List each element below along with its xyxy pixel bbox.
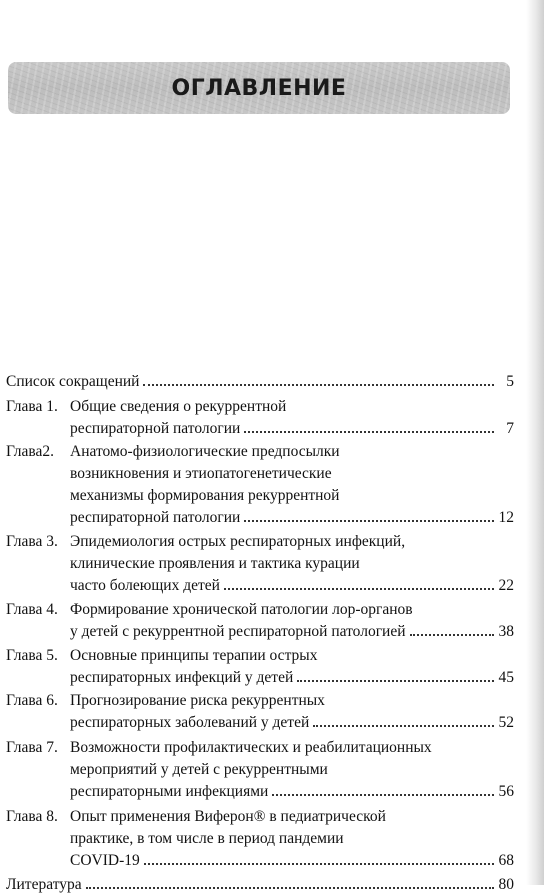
toc-entry-last-line [6,874,514,896]
toc-entry-body [70,690,514,734]
page-edge-shadow [526,0,544,885]
toc-entry[interactable] [6,441,514,529]
toc-entry-body [70,737,514,803]
toc-entry-line: мероприятий у детей с рекуррентными [70,761,328,778]
toc-page-number: 7 [506,420,514,437]
toc-page-number: 52 [498,714,514,731]
toc-entry-body [70,531,514,597]
toc-entry-line: Литература [6,876,82,893]
toc-entry-line: клинические проявления и тактика курации [70,555,360,572]
toc-entry-label: Глава 4. [6,601,58,618]
toc-entry-body [6,874,514,896]
dot-leader [297,676,494,682]
toc-entry-line: респираторных инфекций у детей [70,669,294,686]
dot-leader [244,516,494,522]
toc-entry-body [70,806,514,872]
toc-entry-line: Основные принципы терапии острых [70,647,318,664]
toc-entry-last-line [70,781,514,803]
toc-page-number: 12 [498,509,514,526]
toc-entry[interactable] [6,531,514,597]
toc-entry-line: механизмы формирования рекуррентной [70,487,340,504]
dot-leader [244,427,494,433]
toc-entry-line: Анатомо-физиологические предпосылки [70,443,340,460]
toc-entry-body [6,371,514,393]
dot-leader [313,721,494,727]
toc-entry-last-line [6,371,514,393]
dot-leader [224,584,494,590]
toc-entry-label: Глава2. [6,443,55,460]
toc-entry-label: Глава 3. [6,533,58,550]
toc-entry-body [70,599,514,643]
dot-leader [144,859,494,865]
toc-entry-line: респираторной патологии [70,420,241,437]
toc-entry-body [70,396,514,440]
toc-entry-line: респираторных заболеваний у детей [70,714,310,731]
dot-leader [86,883,494,889]
toc-entry-last-line [70,507,514,529]
toc-page-number: 22 [498,577,514,594]
toc-entry-last-line [70,667,514,689]
toc-entry[interactable] [6,874,514,896]
toc-page-number: 56 [498,783,514,800]
toc-entry-label: Глава 5. [6,647,58,664]
toc-entry-line: Возможности профилактических и реабилитационных [70,739,432,756]
toc-entry[interactable] [6,371,514,393]
toc-page-number: 38 [498,623,514,640]
toc-entry-line: часто болеющих детей [70,577,220,594]
toc-entry-last-line [70,621,514,643]
table-of-contents [6,371,514,896]
toc-entry-label: Глава 6. [6,692,58,709]
toc-entry-line: Общие сведения о рекуррентной [70,398,287,415]
toc-entry[interactable] [6,599,514,643]
toc-page-number: 5 [506,373,514,390]
toc-entry-body [70,645,514,689]
page-title: ОГЛАВЛЕНИЕ [171,75,347,101]
toc-entry[interactable] [6,737,514,803]
toc-entry-last-line [70,850,514,872]
toc-entry-label: Глава 1. [6,398,58,415]
toc-entry-line: Эпидемиология острых респираторных инфекций, [70,533,406,550]
toc-entry-label: Глава 7. [6,739,58,756]
toc-entry-last-line [70,712,514,734]
toc-entry[interactable] [6,806,514,872]
toc-entry-line: Формирование хронической патологии лор-органов [70,601,413,618]
toc-entry-line: у детей с рекуррентной респираторной патологией [70,623,406,640]
toc-entry-line: респираторной патологии [70,509,241,526]
dot-leader [272,790,494,796]
dot-leader [143,380,494,386]
toc-entry-line: Список сокращений [6,373,140,390]
title-banner [8,62,510,114]
toc-entry-body [70,441,514,529]
toc-page-number: 80 [498,876,514,893]
toc-entry-line: респираторными инфекциями [70,783,269,800]
toc-entry[interactable] [6,396,514,440]
toc-entry-last-line [70,418,514,440]
dot-leader [410,630,494,636]
toc-entry-line: Прогнозирование риска рекуррентных [70,692,325,709]
toc-entry-line: возникновения и этиопатогенетические [70,465,332,482]
toc-entry-line: практике, в том числе в период пандемии [70,830,344,847]
toc-entry-line: Опыт применения Виферон® в педиатрической [70,808,386,825]
toc-entry-last-line [70,575,514,597]
toc-page-number: 45 [498,669,514,686]
toc-entry[interactable] [6,645,514,689]
toc-entry[interactable] [6,690,514,734]
toc-entry-line: COVID-19 [70,852,140,869]
toc-entry-label: Глава 8. [6,808,58,825]
toc-page-number: 68 [498,852,514,869]
